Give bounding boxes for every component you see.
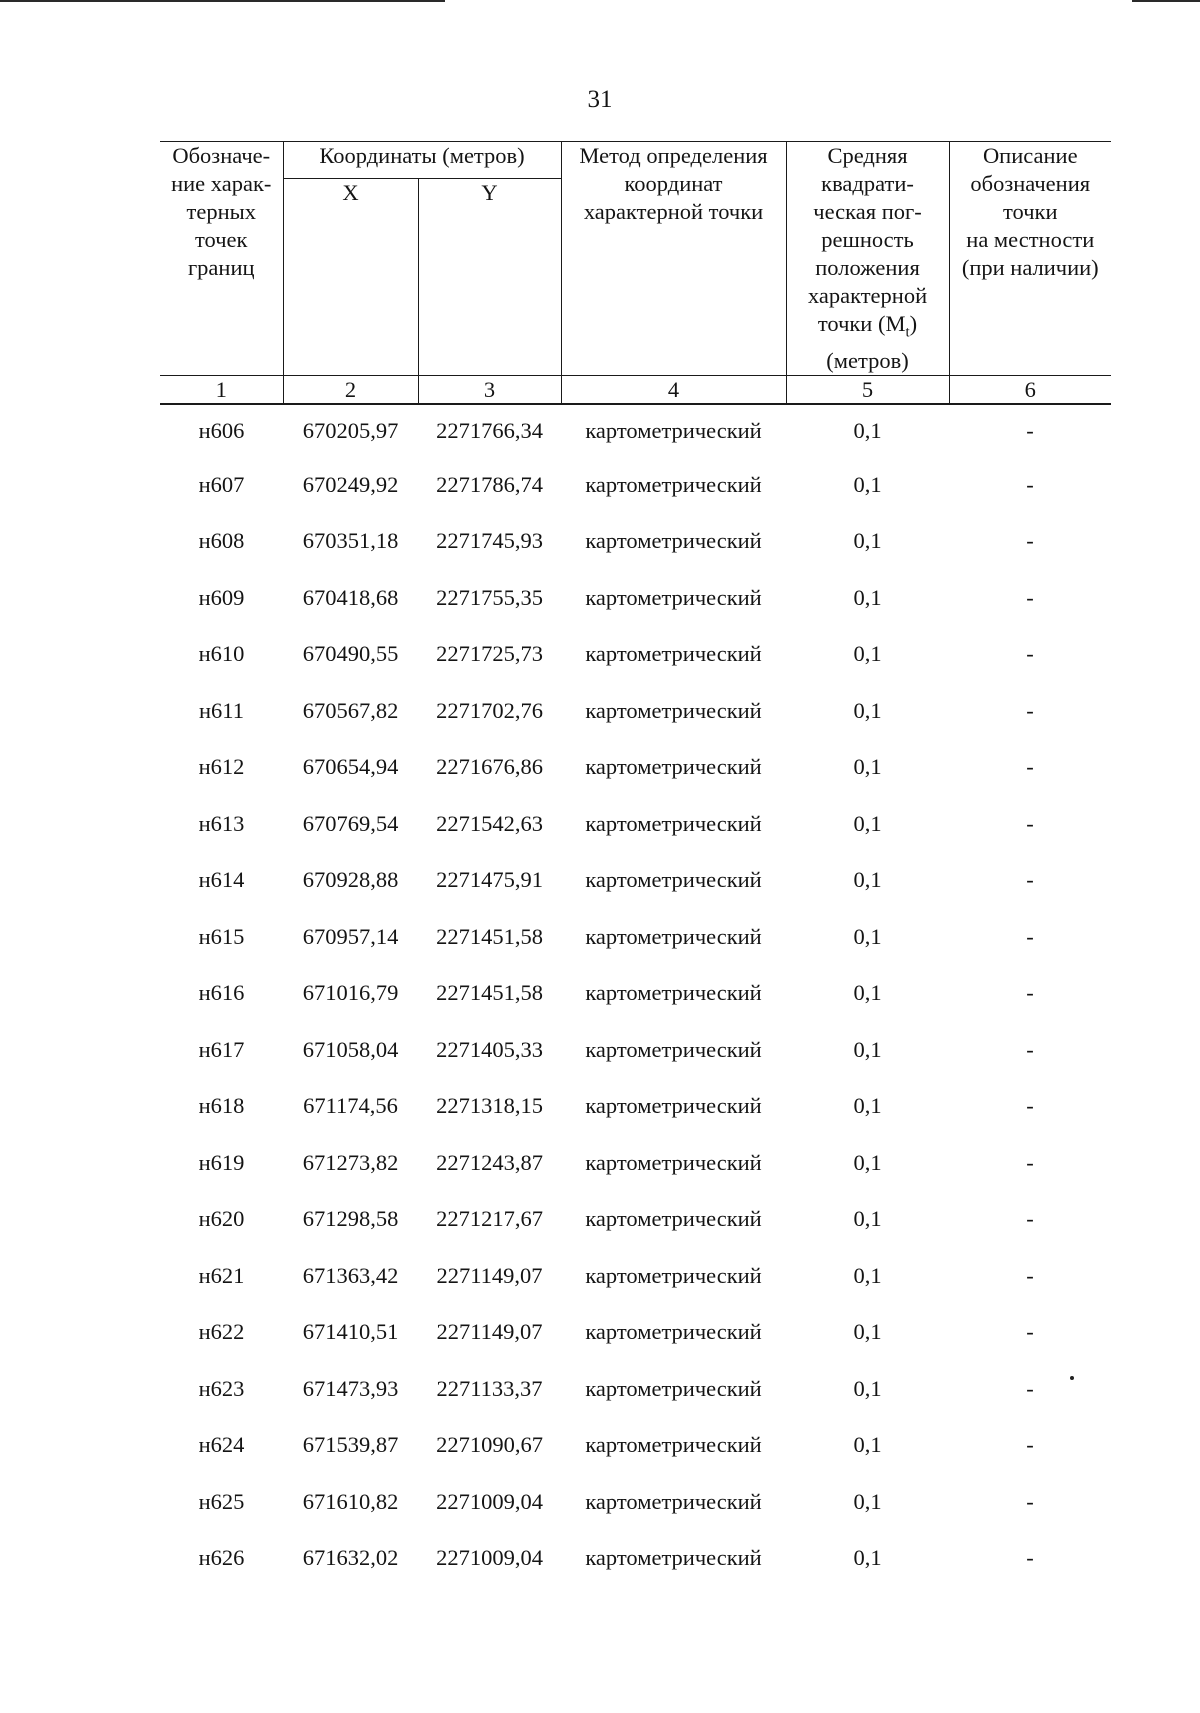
column-numbers-row bbox=[160, 375, 1111, 404]
cell-method: картометрический bbox=[585, 1093, 762, 1119]
cell-description: - bbox=[1026, 641, 1034, 667]
table-row bbox=[160, 570, 1111, 627]
table-row bbox=[160, 683, 1111, 740]
header-line: (при наличии) bbox=[961, 255, 1099, 280]
subscript-t: t bbox=[905, 324, 910, 341]
cell-y: 2271451,58 bbox=[436, 923, 543, 949]
cell-point: н625 bbox=[198, 1488, 245, 1514]
cell-point: н615 bbox=[198, 923, 245, 949]
cell-error: 0,1 bbox=[853, 1149, 882, 1175]
table-row bbox=[160, 1530, 1111, 1587]
cell-y: 2271149,07 bbox=[436, 1319, 543, 1345]
cell-method: картометрический bbox=[585, 1149, 762, 1175]
cell-x: 670928,88 bbox=[302, 867, 399, 893]
cell-x: 670490,55 bbox=[302, 641, 399, 667]
cell-x: 670567,82 bbox=[302, 697, 399, 723]
column-number-6: 6 bbox=[949, 375, 1111, 404]
cell-point: н607 bbox=[198, 471, 245, 497]
cell-error: 0,1 bbox=[853, 1488, 882, 1514]
column-number-1: 1 bbox=[160, 375, 283, 404]
cell-description: - bbox=[1026, 1488, 1034, 1514]
header-line: Средняя bbox=[827, 143, 908, 168]
cell-error: 0,1 bbox=[853, 923, 882, 949]
cell-error: 0,1 bbox=[853, 417, 882, 443]
table-row bbox=[160, 852, 1111, 909]
cell-x: 671610,82 bbox=[302, 1488, 399, 1514]
cell-description: - bbox=[1026, 980, 1034, 1006]
table-row bbox=[160, 965, 1111, 1022]
table-row bbox=[160, 1248, 1111, 1305]
cell-description: - bbox=[1026, 1262, 1034, 1288]
header-line: Метод определения bbox=[579, 143, 768, 168]
cell-x: 671273,82 bbox=[302, 1149, 399, 1175]
cell-y: 2271725,73 bbox=[436, 641, 543, 667]
cell-error: 0,1 bbox=[853, 641, 882, 667]
cell-description: - bbox=[1026, 697, 1034, 723]
cell-y: 2271475,91 bbox=[436, 867, 543, 893]
cell-method: картометрический bbox=[585, 1545, 762, 1571]
cell-method: картометрический bbox=[585, 810, 762, 836]
cell-y: 2271755,35 bbox=[436, 584, 543, 610]
cell-error: 0,1 bbox=[853, 810, 882, 836]
column-number-3: 3 bbox=[418, 375, 561, 404]
table-row bbox=[160, 739, 1111, 796]
cell-x: 671632,02 bbox=[302, 1545, 399, 1571]
header-line: квадрати- bbox=[821, 171, 914, 196]
header-description bbox=[949, 142, 1111, 376]
cell-error: 0,1 bbox=[853, 471, 882, 497]
column-number-2: 2 bbox=[283, 375, 418, 404]
cell-point: н623 bbox=[198, 1375, 245, 1401]
column-number-4: 4 bbox=[561, 375, 786, 404]
header-line-text: ) bbox=[909, 311, 918, 336]
cell-y: 2271766,34 bbox=[436, 417, 543, 443]
table-row bbox=[160, 909, 1111, 966]
cell-point: н609 bbox=[198, 584, 245, 610]
cell-y: 2271676,86 bbox=[436, 754, 543, 780]
cell-point: н622 bbox=[198, 1319, 245, 1345]
cell-method: картометрический bbox=[585, 1036, 762, 1062]
cell-description: - bbox=[1026, 810, 1034, 836]
header-method bbox=[561, 142, 786, 376]
cell-error: 0,1 bbox=[853, 754, 882, 780]
cell-point: н610 bbox=[198, 641, 245, 667]
cell-error: 0,1 bbox=[853, 1036, 882, 1062]
cell-error: 0,1 bbox=[853, 697, 882, 723]
cell-point: н624 bbox=[198, 1432, 245, 1458]
table-row bbox=[160, 796, 1111, 853]
header-line: ние харак- bbox=[171, 171, 272, 196]
header-line: границ bbox=[187, 255, 255, 280]
cell-description: - bbox=[1026, 471, 1034, 497]
cell-y: 2271009,04 bbox=[436, 1488, 543, 1514]
cell-y: 2271786,74 bbox=[436, 471, 543, 497]
cell-point: н612 bbox=[198, 754, 245, 780]
cell-method: картометрический bbox=[585, 641, 762, 667]
table-row bbox=[160, 1191, 1111, 1248]
cell-y: 2271009,04 bbox=[436, 1545, 543, 1571]
cell-x: 670654,94 bbox=[302, 754, 399, 780]
cell-description: - bbox=[1026, 1093, 1034, 1119]
cell-x: 671058,04 bbox=[302, 1036, 399, 1062]
cell-method: картометрический bbox=[585, 1262, 762, 1288]
cell-error: 0,1 bbox=[853, 1545, 882, 1571]
table-row bbox=[160, 1474, 1111, 1531]
cell-error: 0,1 bbox=[853, 1319, 882, 1345]
cell-method: картометрический bbox=[585, 1375, 762, 1401]
cell-point: н626 bbox=[198, 1545, 245, 1571]
cell-description: - bbox=[1026, 1375, 1034, 1401]
cell-method: картометрический bbox=[585, 1488, 762, 1514]
cell-description: - bbox=[1026, 1319, 1034, 1345]
cell-x: 670957,14 bbox=[302, 923, 399, 949]
cell-method: картометрический bbox=[585, 471, 762, 497]
cell-y: 2271243,87 bbox=[436, 1149, 543, 1175]
cell-description: - bbox=[1026, 867, 1034, 893]
cell-y: 2271542,63 bbox=[436, 810, 543, 836]
cell-description: - bbox=[1026, 1432, 1034, 1458]
header-line: координат bbox=[624, 171, 723, 196]
cell-y: 2271149,07 bbox=[436, 1262, 543, 1288]
header-line: Описание bbox=[982, 143, 1078, 168]
cell-error: 0,1 bbox=[853, 1432, 882, 1458]
cell-point: н616 bbox=[198, 980, 245, 1006]
cell-method: картометрический bbox=[585, 528, 762, 554]
cell-point: н619 bbox=[198, 1149, 245, 1175]
header-line: точки bbox=[1003, 199, 1058, 224]
header-line: положения bbox=[815, 255, 920, 280]
cell-x: 670205,97 bbox=[302, 417, 399, 443]
cell-error: 0,1 bbox=[853, 1262, 882, 1288]
cell-description: - bbox=[1026, 417, 1034, 443]
cell-y: 2271702,76 bbox=[436, 697, 543, 723]
cell-x: 670418,68 bbox=[302, 584, 399, 610]
cell-error: 0,1 bbox=[853, 867, 882, 893]
header-coordinates-group: Координаты (метров) bbox=[283, 142, 561, 179]
header-point-designation bbox=[160, 142, 283, 376]
cell-y: 2271318,15 bbox=[436, 1093, 543, 1119]
cell-method: картометрический bbox=[585, 1319, 762, 1345]
header-line-text: точки (M bbox=[817, 311, 906, 336]
table-row bbox=[160, 513, 1111, 570]
cell-error: 0,1 bbox=[853, 1375, 882, 1401]
cell-description: - bbox=[1026, 528, 1034, 554]
header-x: X bbox=[283, 178, 418, 375]
cell-description: - bbox=[1026, 1545, 1034, 1571]
cell-x: 671410,51 bbox=[302, 1319, 399, 1345]
table-row bbox=[160, 1078, 1111, 1135]
cell-y: 2271133,37 bbox=[436, 1375, 543, 1401]
cell-error: 0,1 bbox=[853, 1206, 882, 1232]
header-line: характерной точки bbox=[583, 199, 764, 224]
cell-y: 2271405,33 bbox=[436, 1036, 543, 1062]
cell-method: картометрический bbox=[585, 697, 762, 723]
header-line: точек bbox=[195, 227, 248, 252]
cell-y: 2271451,58 bbox=[436, 980, 543, 1006]
header-line bbox=[789, 310, 947, 347]
boundary-points-table bbox=[160, 141, 1111, 1587]
cell-method: картометрический bbox=[585, 754, 762, 780]
cell-x: 671539,87 bbox=[302, 1432, 399, 1458]
cell-point: н611 bbox=[199, 697, 244, 723]
header-line: терных bbox=[186, 199, 256, 224]
cell-y: 2271217,67 bbox=[436, 1206, 543, 1232]
header-line: Обозначе- bbox=[172, 143, 271, 168]
cell-method: картометрический bbox=[585, 417, 762, 443]
cell-method: картометрический bbox=[585, 584, 762, 610]
cell-x: 671363,42 bbox=[302, 1262, 399, 1288]
cell-description: - bbox=[1026, 754, 1034, 780]
table-row bbox=[160, 1022, 1111, 1079]
cell-x: 671473,93 bbox=[302, 1375, 399, 1401]
cell-y: 2271745,93 bbox=[436, 528, 543, 554]
cell-method: картометрический bbox=[585, 867, 762, 893]
table-header bbox=[160, 142, 1111, 404]
table-row bbox=[160, 1361, 1111, 1418]
scan-edge-left bbox=[0, 0, 445, 2]
cell-error: 0,1 bbox=[853, 584, 882, 610]
cell-x: 670351,18 bbox=[302, 528, 399, 554]
cell-x: 671016,79 bbox=[302, 980, 399, 1006]
header-line: обозначения bbox=[970, 171, 1091, 196]
header-line: (метров) bbox=[826, 347, 909, 373]
header-line: ческая пог- bbox=[813, 199, 922, 224]
cell-point: н621 bbox=[198, 1262, 245, 1288]
cell-method: картометрический bbox=[585, 1206, 762, 1232]
cell-method: картометрический bbox=[585, 1432, 762, 1458]
table-row bbox=[160, 457, 1111, 514]
cell-point: н618 bbox=[198, 1093, 245, 1119]
cell-point: н617 bbox=[198, 1036, 245, 1062]
cell-error: 0,1 bbox=[853, 1093, 882, 1119]
header-mean-square-error bbox=[786, 142, 949, 376]
table-row bbox=[160, 1135, 1111, 1192]
column-number-5: 5 bbox=[786, 375, 949, 404]
cell-point: н620 bbox=[198, 1206, 245, 1232]
cell-x: 670249,92 bbox=[302, 471, 399, 497]
scan-speck bbox=[1070, 1376, 1074, 1380]
cell-point: н606 bbox=[198, 417, 245, 443]
cell-x: 671298,58 bbox=[302, 1206, 399, 1232]
cell-error: 0,1 bbox=[853, 528, 882, 554]
table-row bbox=[160, 1417, 1111, 1474]
cell-point: н608 bbox=[198, 528, 245, 554]
cell-point: н613 bbox=[198, 810, 245, 836]
header-line: на местности bbox=[966, 227, 1095, 252]
header-y: Y bbox=[418, 178, 561, 375]
table-body bbox=[160, 404, 1111, 1587]
table-row bbox=[160, 626, 1111, 683]
page-number: 31 bbox=[587, 86, 613, 113]
cell-method: картометрический bbox=[585, 923, 762, 949]
header-line: решность bbox=[821, 227, 914, 252]
cell-y: 2271090,67 bbox=[436, 1432, 543, 1458]
table-row bbox=[160, 404, 1111, 457]
cell-description: - bbox=[1026, 1036, 1034, 1062]
table-row bbox=[160, 1304, 1111, 1361]
cell-description: - bbox=[1026, 584, 1034, 610]
header-line: характерной bbox=[807, 283, 928, 308]
cell-description: - bbox=[1026, 1206, 1034, 1232]
cell-description: - bbox=[1026, 923, 1034, 949]
cell-description: - bbox=[1026, 1149, 1034, 1175]
cell-method: картометрический bbox=[585, 980, 762, 1006]
cell-error: 0,1 bbox=[853, 980, 882, 1006]
scan-edge-right bbox=[1132, 0, 1200, 2]
cell-x: 670769,54 bbox=[302, 810, 399, 836]
cell-x: 671174,56 bbox=[303, 1093, 398, 1119]
cell-point: н614 bbox=[198, 867, 245, 893]
